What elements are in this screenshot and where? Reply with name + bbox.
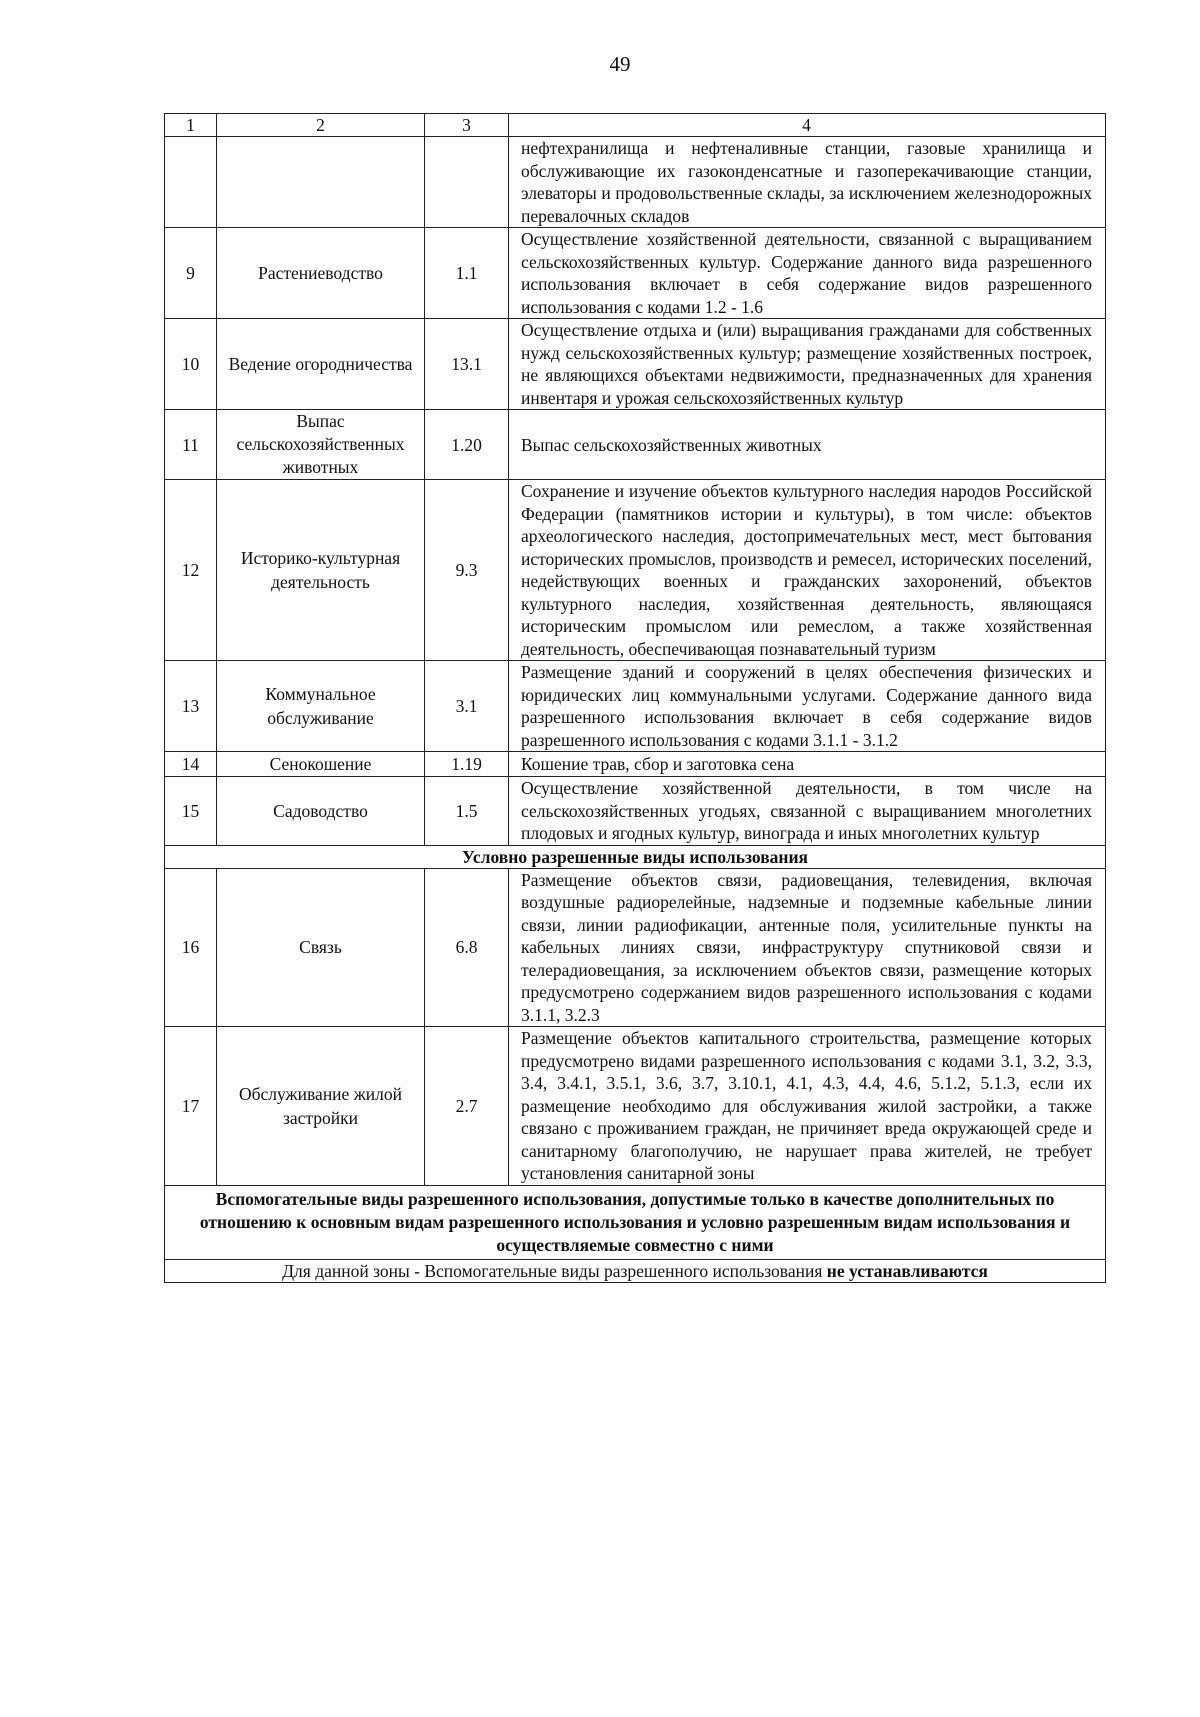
page-number: 49 xyxy=(609,52,631,76)
use-name: Садоводство xyxy=(217,777,425,846)
row-13 xyxy=(165,661,1106,752)
use-code: 2.7 xyxy=(425,1027,509,1186)
use-description: Осуществление хозяйственной деятельности, в том числе на сельскохозяйственных угодьях, связанной с выращиванием многолетних плодовых и ягодных культур, винограда и иных многолетних культур xyxy=(509,777,1106,846)
continuation-description: нефтехранилища и нефтеналивные станции, газовые хранилища и обслуживающие их газоконденсатные и газоперекачивающие станции, элеваторы и продовольственные склады, за исключением железнодорожных перевалочных складов xyxy=(509,137,1106,228)
use-description: Размещение зданий и сооружений в целях обеспечения физических и юридических лиц коммунальными услугами. Содержание данного вида разрешенного использования включает в себя содержание видов разрешенного использования с кодами 3.1.1 - 3.1.2 xyxy=(509,661,1106,752)
row-number: 12 xyxy=(165,480,217,661)
use-description: Выпас сельскохозяйственных животных xyxy=(509,410,1106,480)
use-description: Кошение трав, сбор и заготовка сена xyxy=(509,752,1106,777)
header-col-4: 4 xyxy=(509,114,1106,137)
header-col-1: 1 xyxy=(165,114,217,137)
row-number: 17 xyxy=(165,1027,217,1186)
use-description: Осуществление хозяйственной деятельности, связанной с выращиванием сельскохозяйственных культур. Содержание данного вида разрешенного использования включает в себя содержание видов разрешенного использования с кодами 1.2 - 1.6 xyxy=(509,228,1106,319)
row-14 xyxy=(165,752,1106,777)
conditional-section-row xyxy=(165,845,1106,868)
use-name: Растениеводство xyxy=(217,228,425,319)
row-number: 9 xyxy=(165,228,217,319)
use-name: Сенокошение xyxy=(217,752,425,777)
note-bold: не устанавливаются xyxy=(826,1260,988,1281)
row-number: 10 xyxy=(165,319,217,410)
row-9 xyxy=(165,228,1106,319)
auxiliary-note xyxy=(165,1259,1106,1282)
header-col-3: 3 xyxy=(425,114,509,137)
use-code: 1.20 xyxy=(425,410,509,480)
use-name: Выпас сельскохозяйственных животных xyxy=(217,410,425,480)
use-code: 1.19 xyxy=(425,752,509,777)
use-name: Историко-культурная деятельность xyxy=(217,480,425,661)
auxiliary-section-title: Вспомогательные виды разрешенного использования, допустимые только в качестве дополнительных по отношению к основным видам разрешенного использования и условно разрешенным видам использования и осуществляемые совместно с ними xyxy=(165,1185,1106,1259)
row-16 xyxy=(165,868,1106,1027)
row-12 xyxy=(165,480,1106,661)
use-description: Сохранение и изучение объектов культурного наследия народов Российской Федерации (памятников истории и культуры), в том числе: объектов археологического наследия, достопримечательных мест, мест бытования исторических промыслов, производств и ремесел, исторических поселений, недействующих военных и гражданских захоронений, объектов культурного наследия, хозяйственная деятельность, являющаяся историческим промыслом или ремеслом, а также хозяйственная деятельность, обеспечивающая познавательный туризм xyxy=(509,480,1106,661)
continuation-row xyxy=(165,137,1106,228)
row-15 xyxy=(165,777,1106,846)
header-col-2: 2 xyxy=(217,114,425,137)
row-number: 11 xyxy=(165,410,217,480)
use-code: 6.8 xyxy=(425,868,509,1027)
auxiliary-note-row xyxy=(165,1259,1106,1282)
land-use-table xyxy=(164,113,1106,1283)
note-prefix: Для данной зоны - Вспомогательные виды разрешенного использования xyxy=(282,1260,823,1281)
row-11 xyxy=(165,410,1106,480)
use-name: Связь xyxy=(217,868,425,1027)
use-description: Размещение объектов капитального строительства, размещение которых предусмотрено видами разрешенного использования с кодами 3.1, 3.2, 3.3, 3.4, 3.4.1, 3.5.1, 3.6, 3.7, 3.10.1, 4.1, 4.3, 4.4, 4.6, 5.1.2, 5.1.3, если их размещение необходимо для обслуживания жилой застройки, а также связано с проживанием граждан, не причиняет вреда окружающей среде и санитарному благополучию, не нарушает права жителей, не требует установления санитарной зоны xyxy=(509,1027,1106,1186)
use-code: 9.3 xyxy=(425,480,509,661)
table-header-row xyxy=(165,114,1106,137)
row-number: 13 xyxy=(165,661,217,752)
use-code: 13.1 xyxy=(425,319,509,410)
row-number: 14 xyxy=(165,752,217,777)
use-name: Обслуживание жилой застройки xyxy=(217,1027,425,1186)
auxiliary-section-row xyxy=(165,1185,1106,1259)
use-code: 1.5 xyxy=(425,777,509,846)
conditional-section-title: Условно разрешенные виды использования xyxy=(165,845,1106,868)
use-name: Ведение огородничества xyxy=(217,319,425,410)
row-10 xyxy=(165,319,1106,410)
use-name: Коммунальное обслуживание xyxy=(217,661,425,752)
use-code: 1.1 xyxy=(425,228,509,319)
use-description: Размещение объектов связи, радиовещания, телевидения, включая воздушные радиорелейные, надземные и подземные кабельные линии связи, линии радиофикации, антенные поля, усилительные пункты на кабельных линиях связи, инфраструктуру спутниковой связи и телерадиовещания, за исключением объектов связи, размещение которых предусмотрено содержанием видов разрешенного использования с кодами 3.1.1, 3.2.3 xyxy=(509,868,1106,1027)
row-17 xyxy=(165,1027,1106,1186)
row-number: 15 xyxy=(165,777,217,846)
use-description: Осуществление отдыха и (или) выращивания гражданами для собственных нужд сельскохозяйственных культур; размещение хозяйственных построек, не являющихся объектами недвижимости, предназначенных для хранения инвентаря и урожая сельскохозяйственных культур xyxy=(509,319,1106,410)
use-code: 3.1 xyxy=(425,661,509,752)
row-number: 16 xyxy=(165,868,217,1027)
